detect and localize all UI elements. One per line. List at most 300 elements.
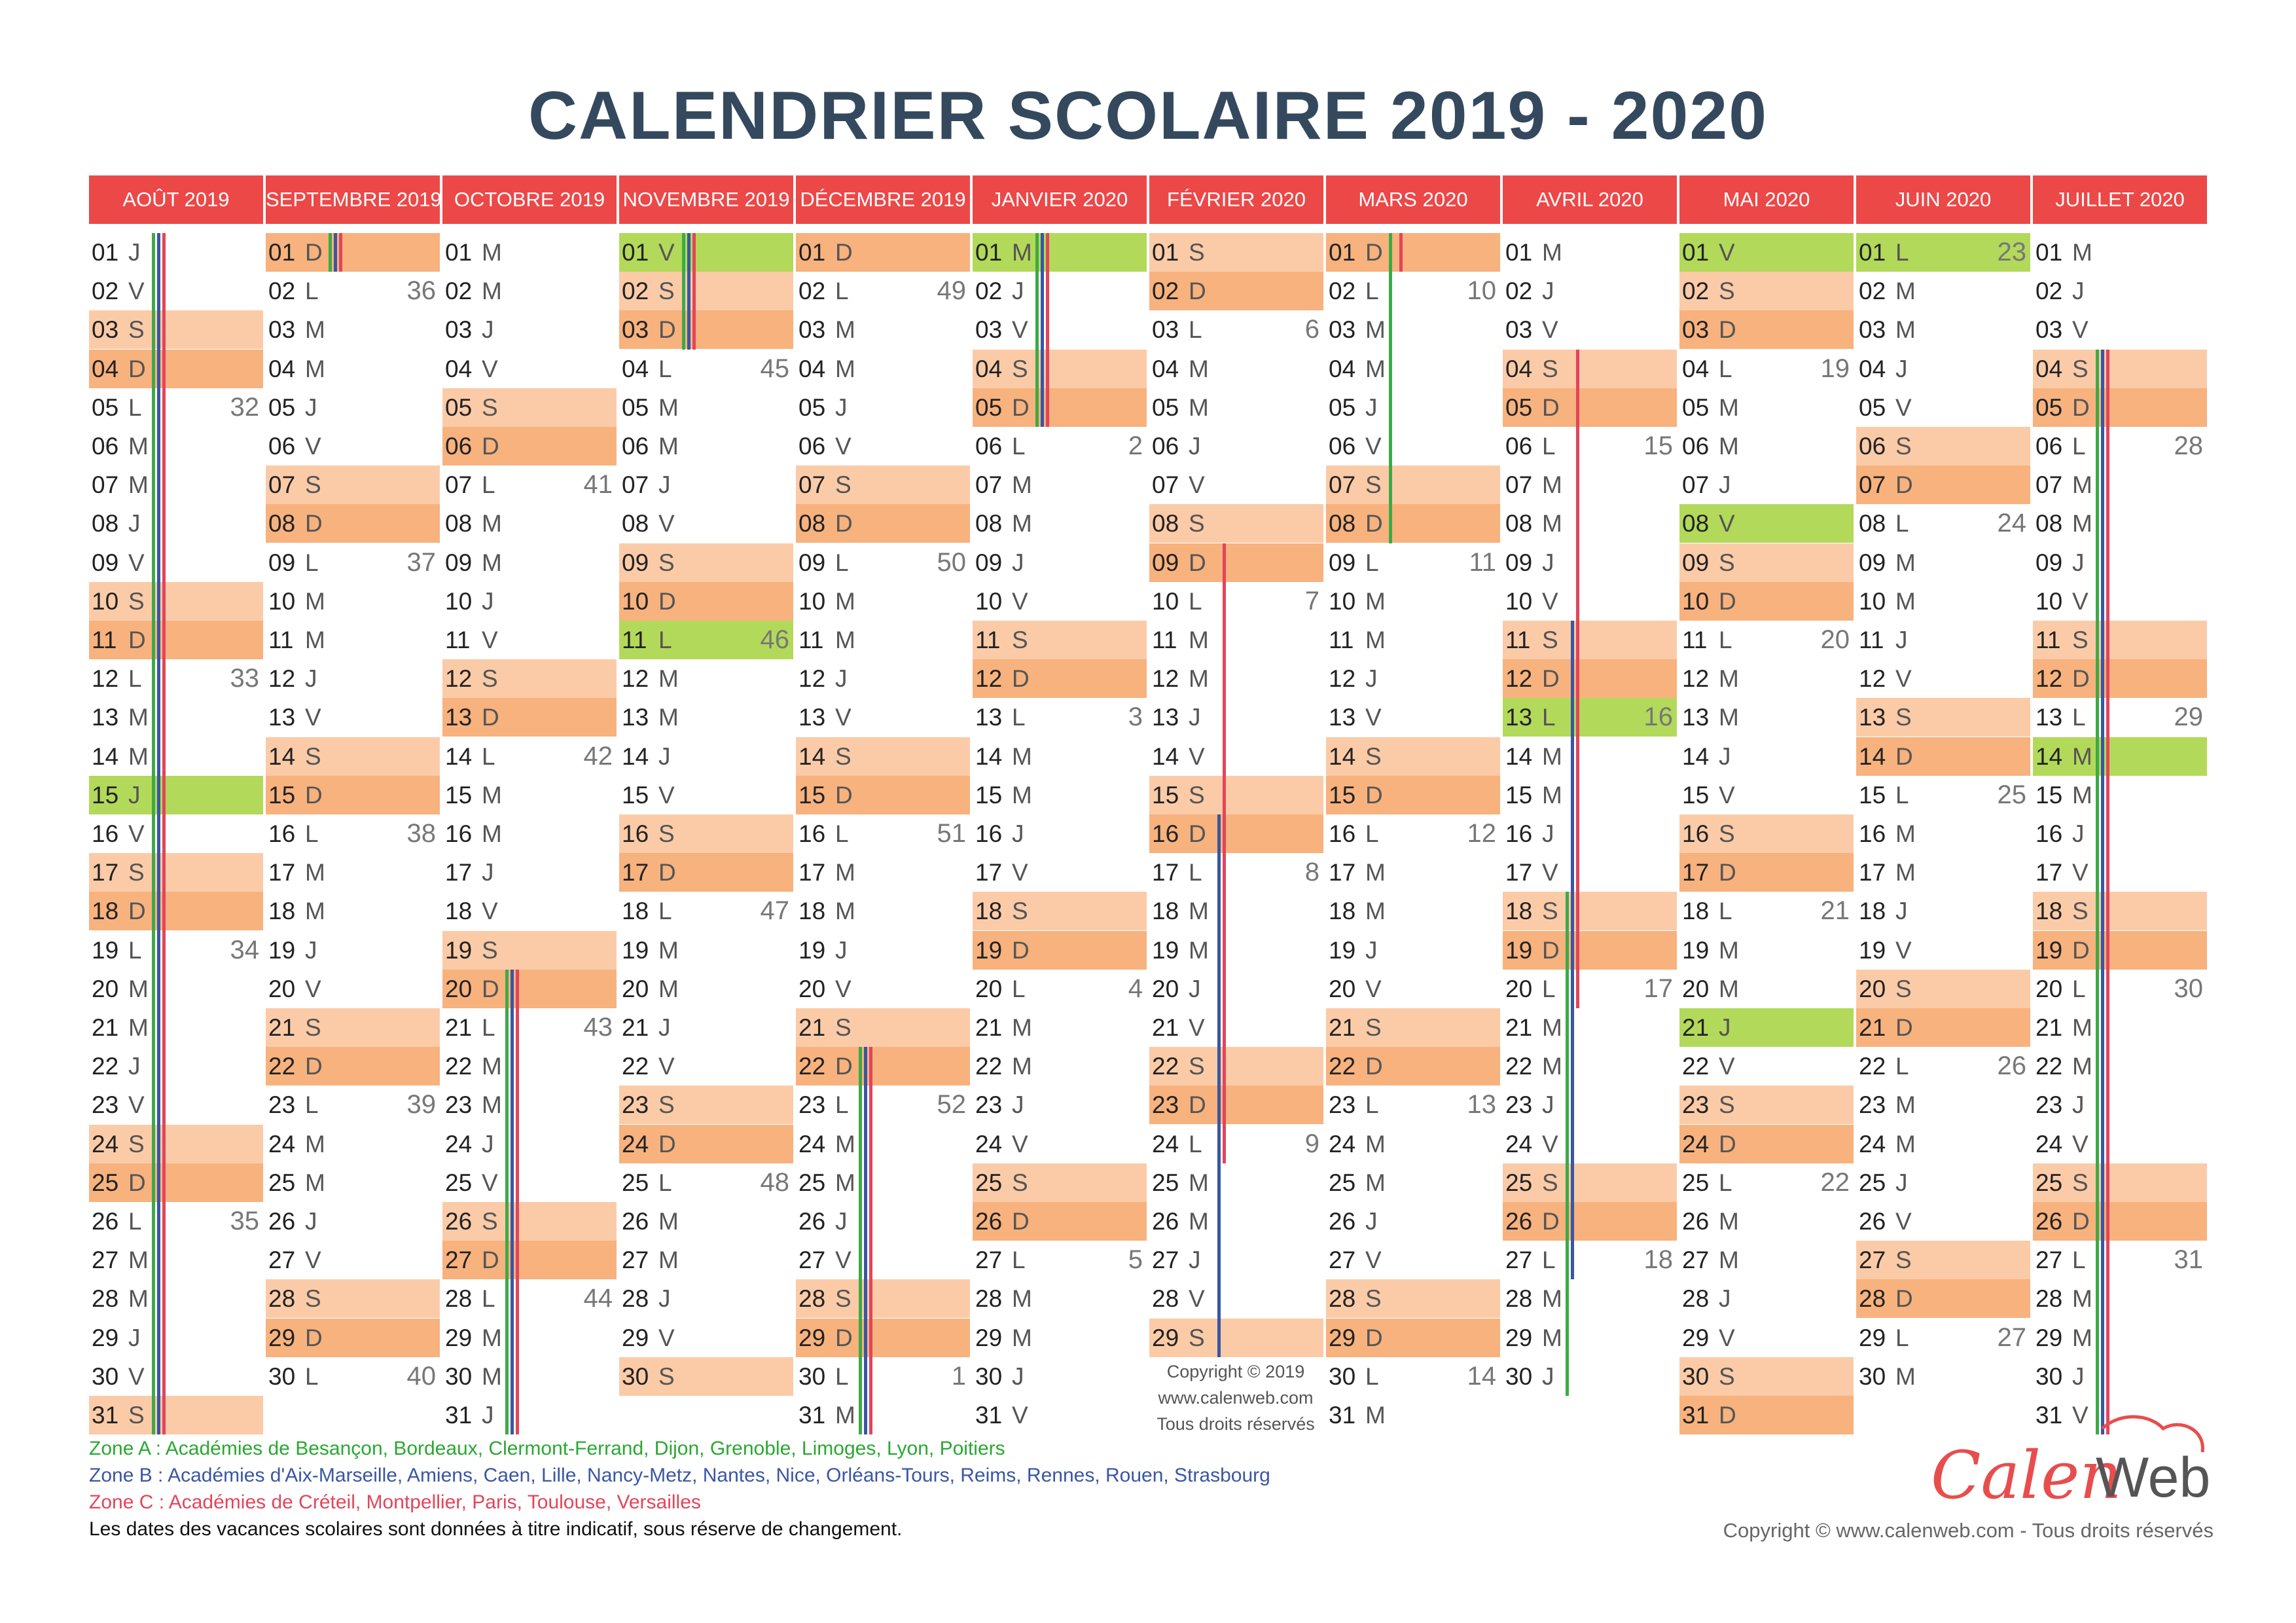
day-number: 09 [1505, 549, 1533, 576]
day-number: 14 [622, 742, 649, 770]
day-number: 19 [92, 936, 119, 964]
day-letter: J [1365, 936, 1378, 964]
day-letter: M [482, 1324, 502, 1351]
day-cell [442, 1357, 617, 1396]
day-number: 10 [1152, 587, 1179, 615]
day-number: 09 [92, 549, 119, 576]
day-cell [1856, 233, 2030, 272]
day-letter: M [1012, 510, 1032, 538]
day-cell [1326, 853, 1500, 892]
day-cell [442, 814, 617, 853]
day-cell [2033, 1241, 2207, 1279]
day-number: 27 [92, 1247, 119, 1274]
day-cell [266, 465, 440, 504]
day-cell [1679, 1357, 1854, 1396]
day-cell [1856, 1163, 2030, 1202]
day-letter: M [482, 239, 502, 266]
day-number: 14 [445, 742, 473, 770]
day-cell [1326, 1396, 1500, 1434]
week-number: 49 [937, 276, 966, 306]
day-cell [266, 1125, 440, 1163]
day-number: 08 [798, 510, 826, 538]
day-letter: V [482, 898, 498, 925]
day-letter: D [835, 1053, 853, 1080]
day-cell [89, 1008, 263, 1047]
zone-b-vacation-bar [334, 233, 337, 272]
day-number: 06 [92, 433, 119, 460]
day-cell [89, 427, 263, 465]
day-cell [1503, 1241, 1677, 1279]
day-letter: M [305, 859, 325, 886]
day-cell [2033, 1202, 2207, 1241]
day-number: 29 [1329, 1324, 1356, 1351]
day-letter: L [1542, 1247, 1556, 1274]
day-letter: J [1895, 627, 1908, 653]
day-number: 10 [622, 587, 649, 615]
day-letter: V [658, 781, 675, 809]
day-cell [1149, 1319, 1323, 1357]
day-letter: V [482, 627, 498, 653]
day-number: 13 [2036, 704, 2063, 731]
day-letter: V [1895, 665, 1912, 693]
day-number: 13 [92, 704, 119, 731]
day-number: 20 [268, 975, 296, 1002]
day-letter: L [2072, 704, 2086, 731]
day-letter: J [128, 1324, 141, 1351]
day-letter: M [1365, 355, 1386, 382]
day-cell [266, 543, 440, 582]
day-letter: D [1719, 1130, 1736, 1158]
day-letter: M [1012, 471, 1032, 499]
day-cell [266, 776, 440, 814]
day-cell [442, 504, 617, 543]
day-number: 24 [1329, 1130, 1356, 1158]
day-number: 01 [1329, 239, 1356, 266]
week-number: 24 [1997, 509, 2026, 538]
day-cell [1326, 504, 1500, 543]
day-cell [1503, 350, 1677, 388]
day-number: 03 [1152, 316, 1179, 344]
day-letter: M [1012, 1053, 1032, 1080]
day-number: 05 [268, 393, 296, 421]
day-number: 01 [92, 239, 119, 266]
day-number: 23 [2036, 1091, 2063, 1119]
day-letter: L [128, 665, 142, 693]
legend-note: Les dates des vacances scolaires sont données à titre indicatif, sous réserve de changement. [89, 1518, 903, 1540]
day-letter: S [1189, 781, 1205, 809]
day-cell [1503, 931, 1677, 970]
zone-a-vacation-bar [2096, 350, 2099, 1435]
week-number: 14 [1467, 1361, 1496, 1391]
day-number: 13 [1682, 704, 1710, 731]
day-number: 12 [92, 665, 119, 693]
day-number: 21 [2036, 1014, 2063, 1041]
day-number: 25 [1682, 1169, 1710, 1196]
day-cell [89, 698, 263, 737]
day-letter: L [1719, 355, 1732, 382]
day-number: 26 [975, 1208, 1003, 1235]
day-number: 12 [445, 665, 473, 693]
day-number: 16 [975, 820, 1003, 847]
day-number: 21 [92, 1014, 119, 1041]
week-number: 19 [1820, 354, 1850, 383]
day-letter: S [835, 1014, 852, 1041]
day-letter: L [1895, 1324, 1909, 1351]
day-cell [1679, 970, 1854, 1008]
day-letter: M [1719, 1247, 1739, 1274]
day-number: 08 [445, 510, 473, 538]
day-number: 23 [1152, 1091, 1179, 1119]
day-cell [796, 388, 970, 427]
day-cell [1149, 582, 1323, 621]
day-number: 17 [1329, 859, 1356, 886]
zone-a-vacation-bar [1389, 233, 1392, 543]
day-number: 09 [1329, 549, 1356, 576]
day-letter: M [1719, 433, 1739, 460]
day-cell [89, 388, 263, 427]
day-number: 19 [1329, 936, 1356, 964]
day-number: 15 [798, 781, 826, 809]
day-letter: M [1895, 1130, 1916, 1158]
day-number: 02 [92, 278, 119, 305]
day-cell [2033, 1008, 2207, 1047]
day-letter: M [835, 898, 855, 925]
day-number: 29 [1859, 1324, 1886, 1351]
day-cell [1326, 543, 1500, 582]
day-letter: D [1012, 936, 1030, 964]
day-number: 05 [975, 393, 1003, 421]
day-letter: M [835, 1402, 855, 1429]
day-letter: S [835, 742, 852, 770]
day-letter: S [1719, 820, 1735, 847]
day-number: 03 [1859, 316, 1886, 344]
day-letter: V [1189, 1014, 1205, 1041]
day-cell [973, 272, 1147, 310]
day-letter: D [305, 781, 323, 809]
week-number: 48 [760, 1167, 789, 1197]
day-number: 04 [622, 355, 649, 382]
day-cell [1679, 465, 1854, 504]
day-number: 04 [2036, 355, 2063, 382]
day-number: 24 [1859, 1130, 1886, 1158]
day-letter: D [1719, 316, 1736, 344]
day-cell [1679, 1008, 1854, 1047]
day-letter: D [305, 510, 323, 538]
day-cell [1326, 388, 1500, 427]
day-letter: J [835, 665, 848, 693]
day-letter: J [1365, 665, 1378, 693]
day-letter: M [1012, 1014, 1032, 1041]
day-number: 22 [1505, 1053, 1533, 1080]
day-number: 20 [1682, 975, 1710, 1002]
day-cell [2033, 776, 2207, 814]
day-cell [2033, 1357, 2207, 1396]
day-number: 17 [92, 859, 119, 886]
day-number: 26 [798, 1208, 826, 1235]
day-cell [2033, 621, 2207, 659]
day-cell [1149, 388, 1323, 427]
day-cell [1149, 1163, 1323, 1202]
day-cell [89, 1357, 263, 1396]
day-number: 10 [1859, 587, 1886, 615]
day-letter: J [1542, 1091, 1554, 1119]
day-number: 25 [975, 1169, 1003, 1196]
day-cell [266, 310, 440, 349]
zone-b-vacation-bar [2101, 350, 2104, 1435]
day-cell [619, 1047, 793, 1085]
day-letter: J [1012, 278, 1024, 305]
day-letter: V [1895, 936, 1912, 964]
day-number: 30 [975, 1362, 1003, 1390]
day-letter: V [835, 433, 852, 460]
day-number: 08 [1682, 510, 1710, 538]
day-cell [1149, 1125, 1323, 1163]
day-number: 21 [1859, 1014, 1886, 1041]
zone-c-vacation-bar [1399, 233, 1403, 272]
day-cell [1149, 892, 1323, 930]
day-letter: S [1895, 433, 1912, 460]
day-number: 13 [798, 704, 826, 731]
day-number: 29 [622, 1324, 649, 1351]
day-cell [973, 310, 1147, 349]
day-number: 07 [1859, 471, 1886, 499]
day-number: 30 [1859, 1362, 1886, 1390]
day-letter: M [305, 355, 325, 382]
calendar-grid [89, 175, 2210, 1434]
day-number: 15 [92, 781, 119, 809]
day-letter: M [835, 859, 855, 886]
day-cell [2033, 543, 2207, 582]
day-number: 01 [1152, 239, 1179, 266]
day-number: 06 [1152, 433, 1179, 460]
month-column [619, 175, 793, 1427]
day-letter: V [1895, 393, 1912, 421]
day-cell [1503, 1008, 1677, 1047]
day-number: 10 [975, 587, 1003, 615]
day-letter: V [1365, 975, 1382, 1002]
day-number: 13 [622, 704, 649, 731]
week-number: 11 [1469, 547, 1496, 577]
day-cell [1326, 310, 1500, 349]
day-number: 28 [1505, 1285, 1533, 1313]
day-letter: M [1365, 587, 1386, 615]
day-letter: L [1365, 1091, 1379, 1119]
week-number: 45 [760, 354, 789, 383]
day-cell [1326, 1241, 1500, 1279]
day-cell [973, 892, 1147, 930]
day-letter: S [482, 665, 498, 693]
day-cell [2033, 698, 2207, 737]
day-letter: J [1895, 1169, 1908, 1196]
day-letter: D [1542, 936, 1560, 964]
day-letter: S [128, 587, 145, 615]
day-cell [796, 427, 970, 465]
day-letter: L [1542, 704, 1556, 731]
day-cell [796, 892, 970, 930]
day-cell [796, 659, 970, 698]
day-cell [266, 1047, 440, 1085]
day-letter: M [2072, 1014, 2092, 1041]
day-letter: M [1719, 1208, 1739, 1235]
day-number: 08 [622, 510, 649, 538]
day-cell [1503, 1163, 1677, 1202]
day-letter: J [128, 1053, 141, 1080]
day-number: 22 [92, 1053, 119, 1080]
day-letter: L [835, 1362, 849, 1390]
day-letter: S [658, 1091, 675, 1119]
day-cell [973, 1319, 1147, 1357]
week-number: 40 [406, 1361, 436, 1391]
day-letter: M [482, 1091, 502, 1119]
day-number: 28 [445, 1285, 473, 1313]
zone-c-vacation-bar [1576, 350, 1579, 1008]
day-number: 05 [92, 393, 119, 421]
day-number: 28 [622, 1285, 649, 1313]
zone-a-vacation-bar [859, 1047, 862, 1434]
day-letter: V [1719, 1053, 1735, 1080]
day-cell [796, 970, 970, 1008]
day-number: 16 [268, 820, 296, 847]
day-cell [1856, 310, 2030, 349]
day-cell [1149, 1008, 1323, 1047]
day-number: 13 [268, 704, 296, 731]
day-letter: D [482, 1247, 499, 1274]
day-letter: J [128, 510, 141, 538]
month-header: OCTOBRE 2019 [442, 175, 617, 224]
day-letter: L [2072, 975, 2086, 1002]
week-number: 18 [1643, 1245, 1673, 1275]
zone-a-vacation-bar [152, 233, 155, 1434]
day-letter: L [1365, 549, 1379, 576]
day-cell [1326, 737, 1500, 776]
day-cell [796, 1047, 970, 1085]
day-letter: V [305, 975, 321, 1002]
day-number: 21 [1152, 1014, 1179, 1041]
day-cell [973, 814, 1147, 853]
day-letter: J [2072, 278, 2085, 305]
day-letter: D [2072, 393, 2090, 421]
day-letter: L [1012, 704, 1026, 731]
day-letter: D [1895, 1285, 1913, 1313]
day-cell [1326, 1357, 1500, 1396]
day-cell [1326, 1202, 1500, 1241]
zone-c-vacation-bar [869, 1047, 872, 1434]
day-cell [2033, 582, 2207, 621]
day-number: 10 [2036, 587, 2063, 615]
day-number: 25 [2036, 1169, 2063, 1196]
day-number: 08 [1152, 510, 1179, 538]
day-number: 12 [2036, 665, 2063, 693]
day-cell [1856, 388, 2030, 427]
day-letter: M [482, 820, 502, 847]
day-number: 12 [1329, 665, 1356, 693]
day-number: 26 [1859, 1208, 1886, 1235]
day-letter: L [1895, 781, 1909, 809]
day-cell [619, 1008, 793, 1047]
day-letter: J [482, 316, 494, 344]
day-letter: M [1895, 278, 1916, 305]
day-number: 01 [798, 239, 826, 266]
day-cell [796, 1125, 970, 1163]
zone-c-vacation-bar [162, 233, 166, 1434]
day-letter: M [482, 781, 502, 809]
day-letter: V [1012, 1130, 1028, 1158]
day-letter: L [2072, 1247, 2086, 1274]
day-letter: L [305, 1091, 319, 1119]
day-letter: J [1719, 471, 1731, 499]
day-letter: M [1365, 859, 1386, 886]
day-number: 26 [1329, 1208, 1356, 1235]
day-letter: M [1012, 239, 1032, 266]
day-number: 28 [92, 1285, 119, 1313]
day-number: 14 [1505, 742, 1533, 770]
day-number: 29 [268, 1324, 296, 1351]
zone-a-vacation-bar [505, 970, 509, 1434]
day-letter: S [1365, 1014, 1382, 1041]
day-letter: V [482, 1169, 498, 1196]
day-letter: M [1895, 316, 1916, 344]
day-cell [1856, 698, 2030, 737]
week-number: 2 [1128, 431, 1143, 460]
day-cell [266, 1357, 440, 1396]
day-number: 28 [268, 1285, 296, 1313]
day-number: 29 [2036, 1324, 2063, 1351]
day-number: 17 [975, 859, 1003, 886]
day-letter: S [658, 1362, 675, 1390]
day-cell [266, 350, 440, 388]
day-letter: M [482, 549, 502, 576]
day-cell [973, 1357, 1147, 1396]
day-cell [1149, 1241, 1323, 1279]
day-cell [89, 582, 263, 621]
day-cell [442, 1396, 617, 1434]
day-number: 15 [2036, 781, 2063, 809]
day-cell [1679, 427, 1854, 465]
day-number: 29 [92, 1324, 119, 1351]
day-cell [266, 1279, 440, 1318]
day-number: 01 [622, 239, 649, 266]
day-cell [1856, 504, 2030, 543]
day-cell [1149, 272, 1323, 310]
day-letter: L [1542, 975, 1556, 1002]
day-cell [1503, 388, 1677, 427]
day-number: 24 [92, 1130, 119, 1158]
day-letter: D [1189, 549, 1206, 576]
day-cell [1326, 659, 1500, 698]
day-cell [1679, 659, 1854, 698]
day-cell [1149, 504, 1323, 543]
day-cell [266, 1319, 440, 1357]
day-cell [442, 388, 617, 427]
day-cell [619, 233, 793, 272]
day-cell [1679, 1241, 1854, 1279]
day-cell [1856, 814, 2030, 853]
day-number: 16 [1682, 820, 1710, 847]
day-number: 17 [798, 859, 826, 886]
day-number: 10 [445, 587, 473, 615]
day-number: 08 [268, 510, 296, 538]
day-letter: M [128, 471, 149, 499]
day-number: 27 [1329, 1247, 1356, 1274]
day-cell [1503, 582, 1677, 621]
day-number: 17 [1682, 859, 1710, 886]
day-number: 10 [268, 587, 296, 615]
day-cell [1326, 776, 1500, 814]
day-cell [89, 853, 263, 892]
page-title: CALENDRIER SCOLAIRE 2019 - 2020 [528, 78, 1768, 154]
day-number: 23 [1329, 1091, 1356, 1119]
day-cell [1679, 1396, 1854, 1434]
